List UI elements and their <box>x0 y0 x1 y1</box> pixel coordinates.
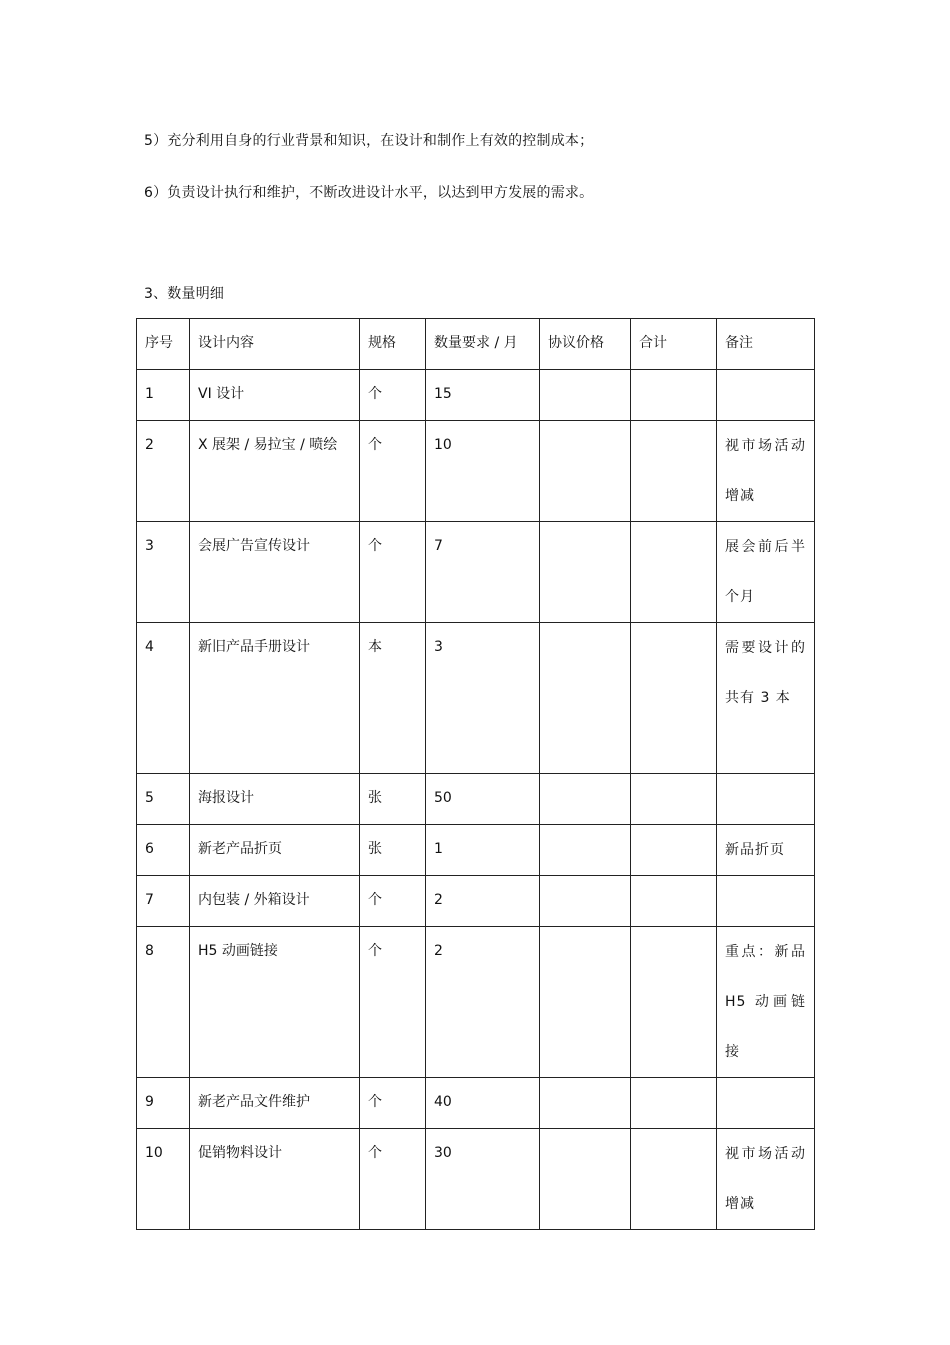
cell-qty: 2 <box>426 876 540 927</box>
cell-no: 8 <box>137 927 190 1078</box>
cell-price <box>540 876 631 927</box>
header-cell-price: 协议价格 <box>540 319 631 370</box>
cell-note <box>717 876 815 927</box>
cell-content: VI 设计 <box>190 370 360 421</box>
cell-qty: 3 <box>426 623 540 774</box>
cell-price <box>540 927 631 1078</box>
cell-total <box>631 774 717 825</box>
cell-total <box>631 1129 717 1230</box>
cell-unit: 个 <box>360 876 426 927</box>
cell-qty: 1 <box>426 825 540 876</box>
cell-note <box>717 370 815 421</box>
cell-unit: 张 <box>360 774 426 825</box>
cell-qty: 2 <box>426 927 540 1078</box>
cell-qty: 10 <box>426 421 540 522</box>
table-row <box>137 774 815 825</box>
cell-unit: 个 <box>360 1129 426 1230</box>
cell-total <box>631 522 717 623</box>
header-cell-qty: 数量要求 / 月 <box>426 319 540 370</box>
cell-no: 4 <box>137 623 190 774</box>
cell-total <box>631 421 717 522</box>
header-cell-note: 备注 <box>717 319 815 370</box>
cell-price <box>540 1078 631 1129</box>
cell-note: 展会前后半个月 <box>717 522 815 623</box>
cell-unit: 个 <box>360 927 426 1078</box>
cell-qty: 30 <box>426 1129 540 1230</box>
cell-note: 需要设计的共有 3 本 <box>717 623 815 774</box>
table-row <box>137 421 815 522</box>
cell-content: X 展架 / 易拉宝 / 喷绘 <box>190 421 360 522</box>
cell-content: 海报设计 <box>190 774 360 825</box>
cell-qty: 40 <box>426 1078 540 1129</box>
cell-no: 2 <box>137 421 190 522</box>
cell-price <box>540 421 631 522</box>
cell-qty: 7 <box>426 522 540 623</box>
table-row <box>137 1129 815 1230</box>
cell-no: 10 <box>137 1129 190 1230</box>
paragraph-item-6: 6）负责设计执行和维护，不断改进设计水平，以达到甲方发展的需求。 <box>144 185 594 201</box>
section-heading: 3、数量明细 <box>144 286 225 302</box>
header-cell-content: 设计内容 <box>190 319 360 370</box>
cell-qty: 50 <box>426 774 540 825</box>
table-row <box>137 370 815 421</box>
header-cell-unit: 规格 <box>360 319 426 370</box>
cell-price <box>540 825 631 876</box>
header-cell-total: 合计 <box>631 319 717 370</box>
cell-unit: 个 <box>360 370 426 421</box>
cell-price <box>540 522 631 623</box>
cell-unit: 个 <box>360 421 426 522</box>
cell-unit: 个 <box>360 522 426 623</box>
table-row <box>137 623 815 774</box>
cell-total <box>631 876 717 927</box>
cell-content: 会展广告宣传设计 <box>190 522 360 623</box>
paragraph-item-5: 5）充分利用自身的行业背景和知识，在设计和制作上有效的控制成本； <box>144 133 594 149</box>
table-row <box>137 876 815 927</box>
cell-price <box>540 623 631 774</box>
table-row <box>137 825 815 876</box>
cell-no: 1 <box>137 370 190 421</box>
table-row <box>137 1078 815 1129</box>
cell-content: 促销物料设计 <box>190 1129 360 1230</box>
cell-unit: 本 <box>360 623 426 774</box>
cell-no: 9 <box>137 1078 190 1129</box>
cell-unit: 个 <box>360 1078 426 1129</box>
cell-no: 6 <box>137 825 190 876</box>
cell-total <box>631 370 717 421</box>
cell-note: 视市场活动增减 <box>717 421 815 522</box>
cell-note: 视市场活动增减 <box>717 1129 815 1230</box>
table-header-row <box>137 319 815 370</box>
cell-qty: 15 <box>426 370 540 421</box>
cell-content: 新老产品折页 <box>190 825 360 876</box>
cell-content: 内包装 / 外箱设计 <box>190 876 360 927</box>
cell-note: 重点：新品 H5 动画链接 <box>717 927 815 1078</box>
cell-price <box>540 774 631 825</box>
cell-unit: 张 <box>360 825 426 876</box>
table-row <box>137 522 815 623</box>
cell-no: 7 <box>137 876 190 927</box>
table-row <box>137 927 815 1078</box>
cell-content: 新老产品文件维护 <box>190 1078 360 1129</box>
cell-price <box>540 370 631 421</box>
cell-content: H5 动画链接 <box>190 927 360 1078</box>
header-cell-no: 序号 <box>137 319 190 370</box>
quantity-detail-table <box>136 318 815 1230</box>
cell-content: 新旧产品手册设计 <box>190 623 360 774</box>
cell-total <box>631 927 717 1078</box>
cell-no: 3 <box>137 522 190 623</box>
cell-total <box>631 825 717 876</box>
cell-no: 5 <box>137 774 190 825</box>
cell-note <box>717 1078 815 1129</box>
cell-note: 新品折页 <box>717 825 815 876</box>
cell-total <box>631 623 717 774</box>
cell-total <box>631 1078 717 1129</box>
cell-note <box>717 774 815 825</box>
cell-price <box>540 1129 631 1230</box>
